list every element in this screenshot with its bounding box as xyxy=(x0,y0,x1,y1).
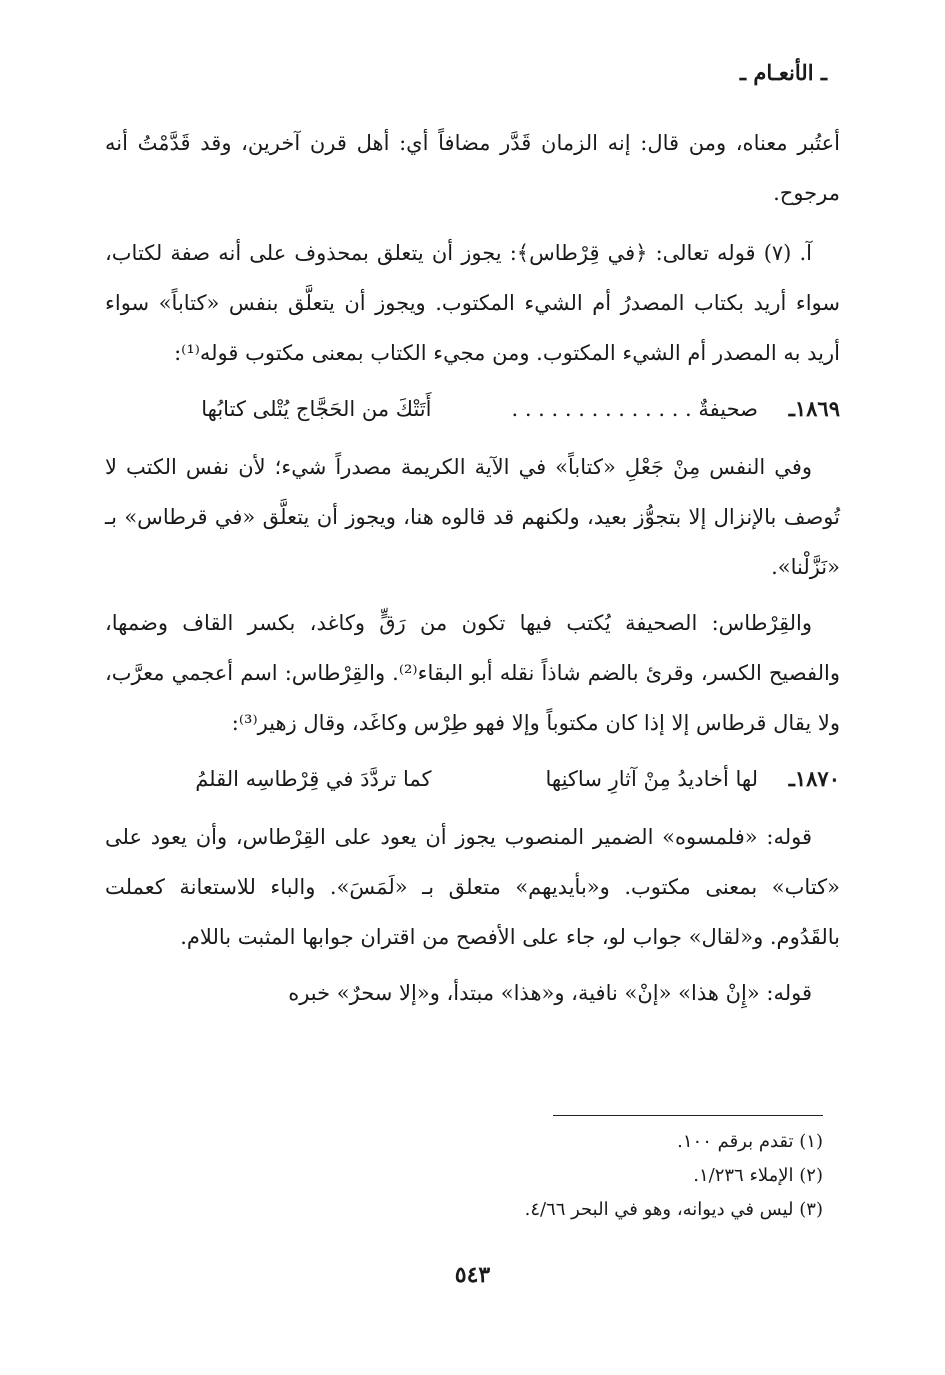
verse-number: ١٨٧٠ـ xyxy=(788,766,840,791)
footnote-1: (١) تقدم برقم ١٠٠. xyxy=(677,1131,823,1152)
footnote-divider xyxy=(553,1115,823,1116)
running-title: ـ الأنعـام ـ xyxy=(739,60,827,85)
verse-1870 xyxy=(105,754,840,804)
paragraph-6: قوله: «إِنْ هذا» «إنْ» نافية، و«هذا» مبتدأ، و«إلا سحرٌ» خبره xyxy=(288,981,812,1005)
verse-first-half: لها أخاديدُ مِنْ آثارِ ساكنِها xyxy=(545,767,758,791)
footnote-2: (٢) الإملاء ١/٢٣٦. xyxy=(693,1165,823,1186)
footnote-3: (٣) ليس في ديوانه، وهو في البحر ٤/٦٦. xyxy=(524,1199,823,1220)
paragraph-5: قوله: «فلمسوه» الضمير المنصوب يجوز أن يعود على القِرْطاس، وأن يعود على «كتاب» بمعنى مكتوب. و«بأيديهم» متعلق بـ «لَمَسَ». والباء للاستعانة كعملت بالقَدُوم. و«لقال» جواب لو، جاء على الأفصح من اقتران جوابها المثبت باللام. xyxy=(105,825,840,949)
verse-1869 xyxy=(105,384,840,434)
verse-second-half: أَتَتْكَ من الحَجَّاج يُتْلى كتابُها xyxy=(201,397,432,421)
main-text xyxy=(105,118,840,1024)
paragraph-4: والقِرْطاس: الصحيفة يُكتب فيها تكون من رَقٍّ وكاغد، بكسر القاف وضمها، والفصيح الكسر، وقرئ بالضم شاذاً نقله أبو البقاء⁽²⁾. والقِرْطاس: اسم أعجمي معرَّب، ولا يقال قرطاس إلا إذا كان مكتوباً وإلا فهو طِرْس وكاغَد، وقال زهير⁽³⁾: xyxy=(105,611,840,735)
page-number: ٥٤٣ xyxy=(454,1262,491,1288)
paragraph-2: آ. (٧) قوله تعالى: ﴿في قِرْطاس﴾: يجوز أن يتعلق بمحذوف على أنه صفة لكتاب، سواء أريد بكتاب المصدرُ أم الشيء المكتوب. ويجوز أن يتعلَّق بنفس «كتاباً» سواء أريد به المصدر أم الشيء المكتوب. ومن مجيء الكتاب بمعنى مكتوب قوله⁽¹⁾: xyxy=(105,241,840,365)
verse-second-half: كما تردَّدَ في قِرْطاسِه القلمُ xyxy=(195,767,432,791)
footnotes xyxy=(223,1125,823,1227)
verse-number: ١٨٦٩ـ xyxy=(788,396,840,421)
paragraph-3: وفي النفس مِنْ جَعْلِ «كتاباً» في الآية الكريمة مصدراً شيء؛ لأن نفس الكتب لا تُوصف بالإنزال إلا بتجوُّز بعيد، ولكنهم قد قالوه هنا، ويجوز أن يتعلَّق «في قرطاس» بـ «نَزَّلْنا». xyxy=(105,455,840,579)
verse-first-half: صحيفةٌ . . . . . . . . . . . . . . xyxy=(511,397,758,421)
paragraph-1: أعتُبر معناه، ومن قال: إنه الزمان قَدَّر مضافاً أي: أهل قرن آخرين، وقد قَدَّمْتُ أنه مرجوح. xyxy=(105,131,840,205)
